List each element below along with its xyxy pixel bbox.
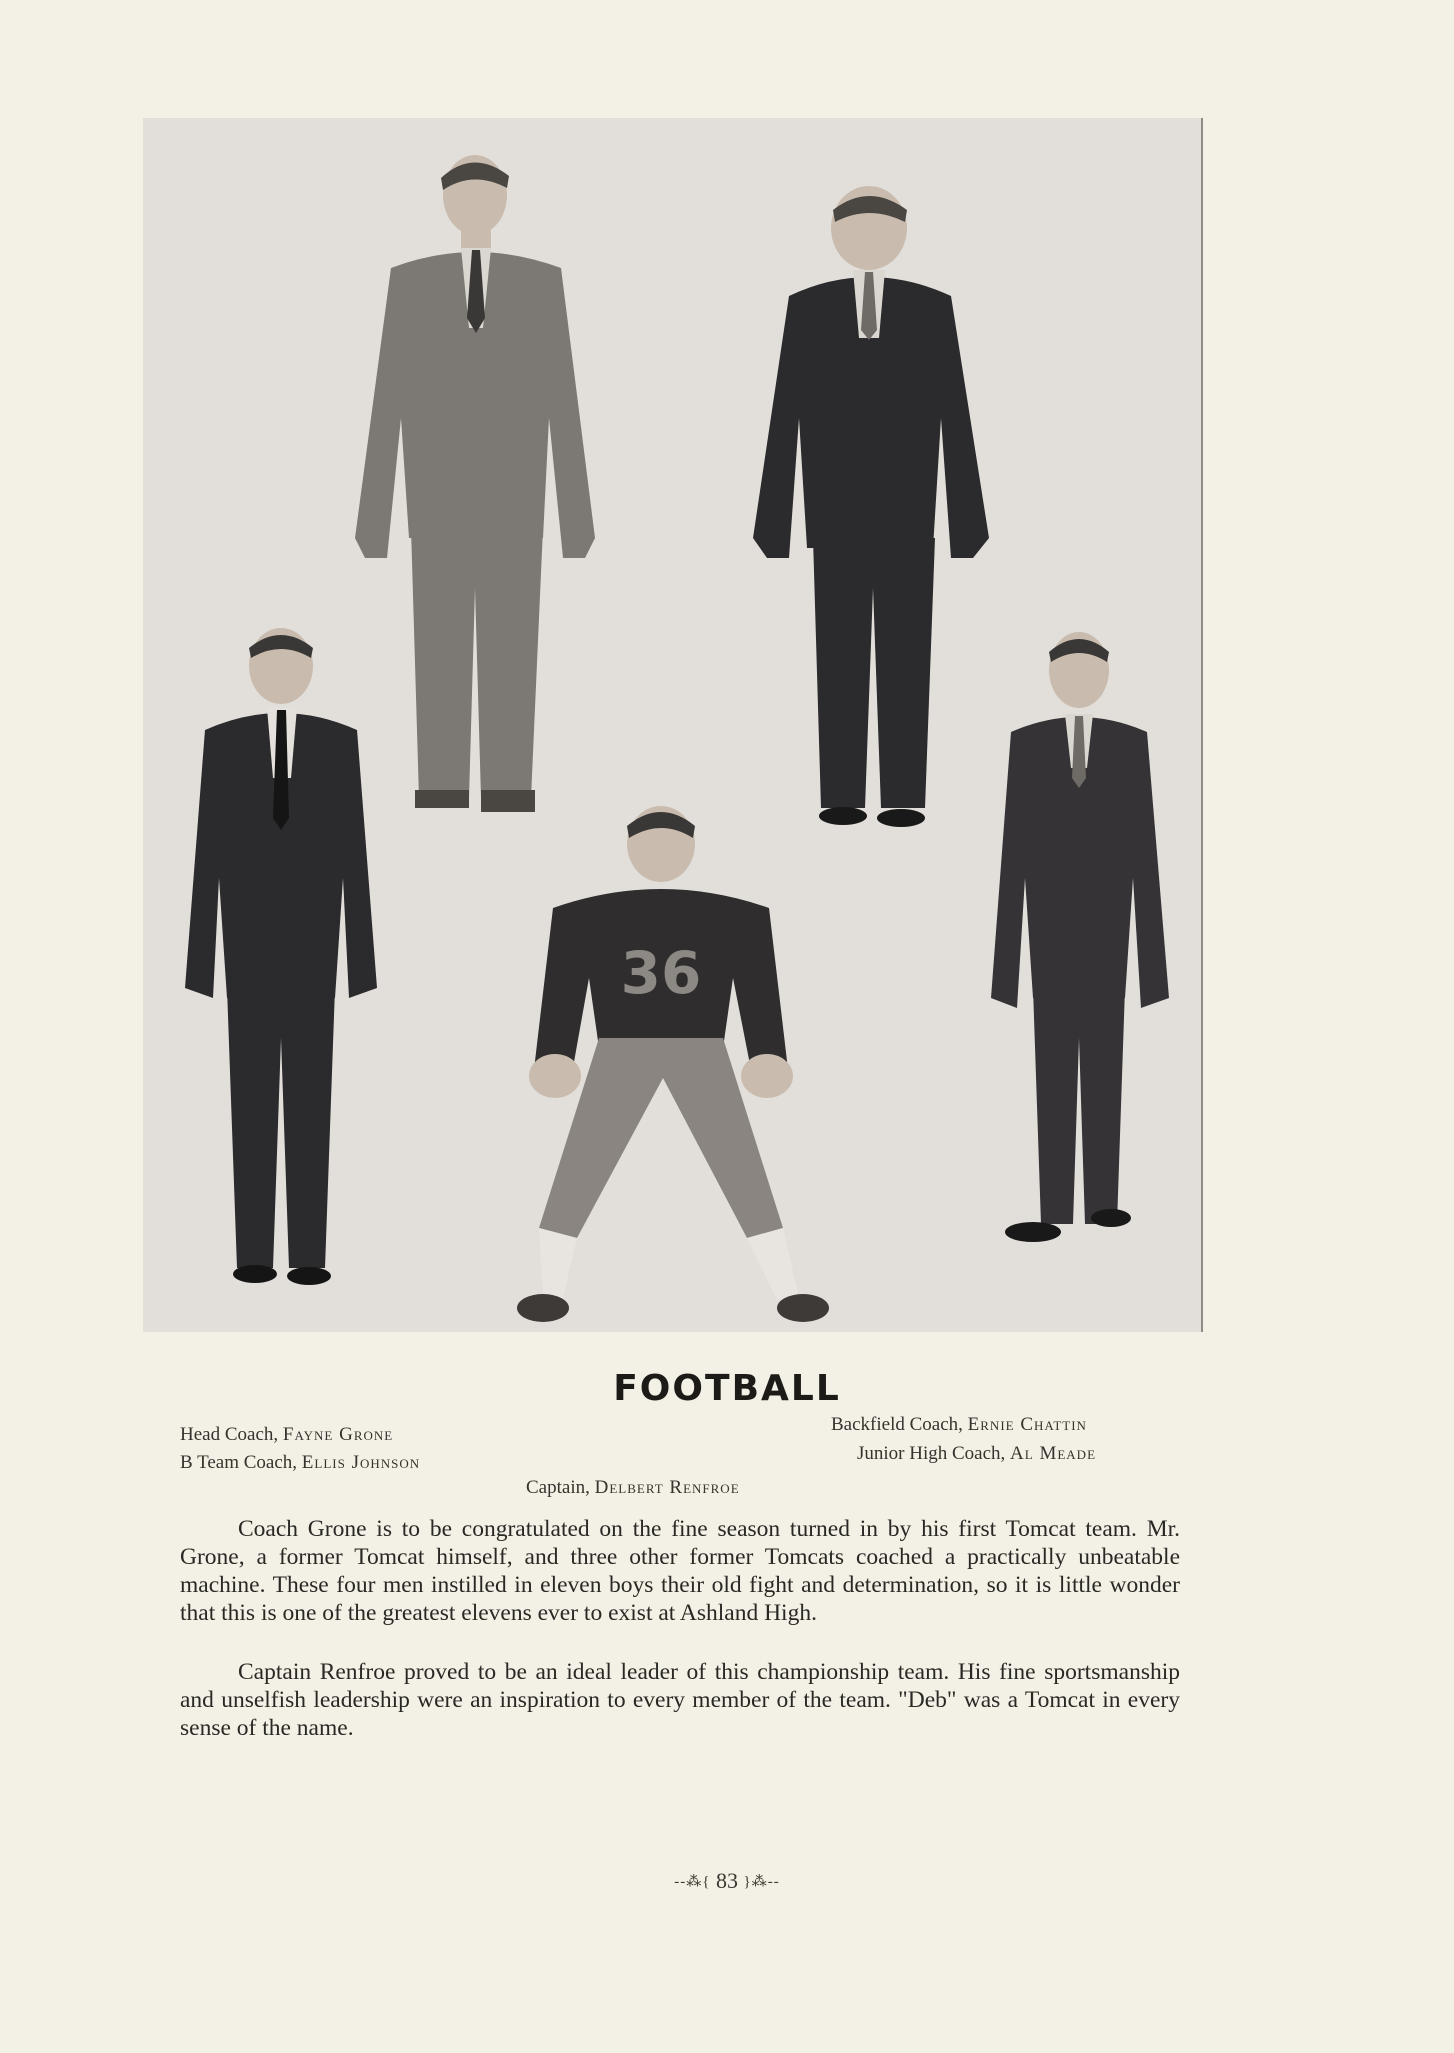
- credit-name: Al Meade: [1010, 1443, 1097, 1464]
- credit-b-team-coach: [180, 1452, 420, 1474]
- jersey-number: 36: [620, 939, 702, 1007]
- credit-role: B Team Coach,: [180, 1452, 298, 1473]
- credit-junior-high-coach: [857, 1443, 1096, 1465]
- credit-role: Backfield Coach,: [831, 1414, 963, 1435]
- credit-name: Fayne Grone: [282, 1424, 394, 1445]
- credit-name: Delbert Renfroe: [594, 1477, 740, 1498]
- group-photo-illustration: [143, 118, 1201, 1332]
- credit-role: Junior High Coach,: [857, 1443, 1006, 1464]
- ornament-right: }⁂--: [743, 1874, 780, 1890]
- credit-name: Ernie Chattin: [967, 1414, 1087, 1435]
- page-number: 83: [716, 1868, 738, 1893]
- body-paragraph-coach: Coach Grone is to be congratulated on the fine season turned in by his first Tomcat team. Mr. Grone, a former Tomcat himself, and three other former Tomcats coached a practically unbeatable machine. These four men instilled in eleven boys their old fight and determination, so it is little wonder that this is one of the greatest elevens ever to exist at Ashland High.: [180, 1516, 1180, 1626]
- credit-name: Ellis Johnson: [301, 1452, 421, 1473]
- page-title: FOOTBALL: [613, 1368, 841, 1409]
- credit-backfield-coach: [831, 1414, 1087, 1436]
- credit-head-coach: [180, 1424, 393, 1446]
- page-number-footer: [0, 1868, 1454, 1894]
- body-paragraph-captain: Captain Renfroe proved to be an ideal leader of this championship team. His fine sportsmanship and unselfish leadership were an inspiration to every member of the team. "Deb" was a Tomcat in every sense of the name.: [180, 1659, 1180, 1741]
- credit-role: Head Coach,: [180, 1424, 279, 1445]
- credit-role: Captain,: [526, 1477, 590, 1498]
- credit-captain: [526, 1477, 740, 1499]
- coaches-and-captain-photo: [143, 118, 1203, 1332]
- ornament-left: --⁂{: [674, 1874, 711, 1890]
